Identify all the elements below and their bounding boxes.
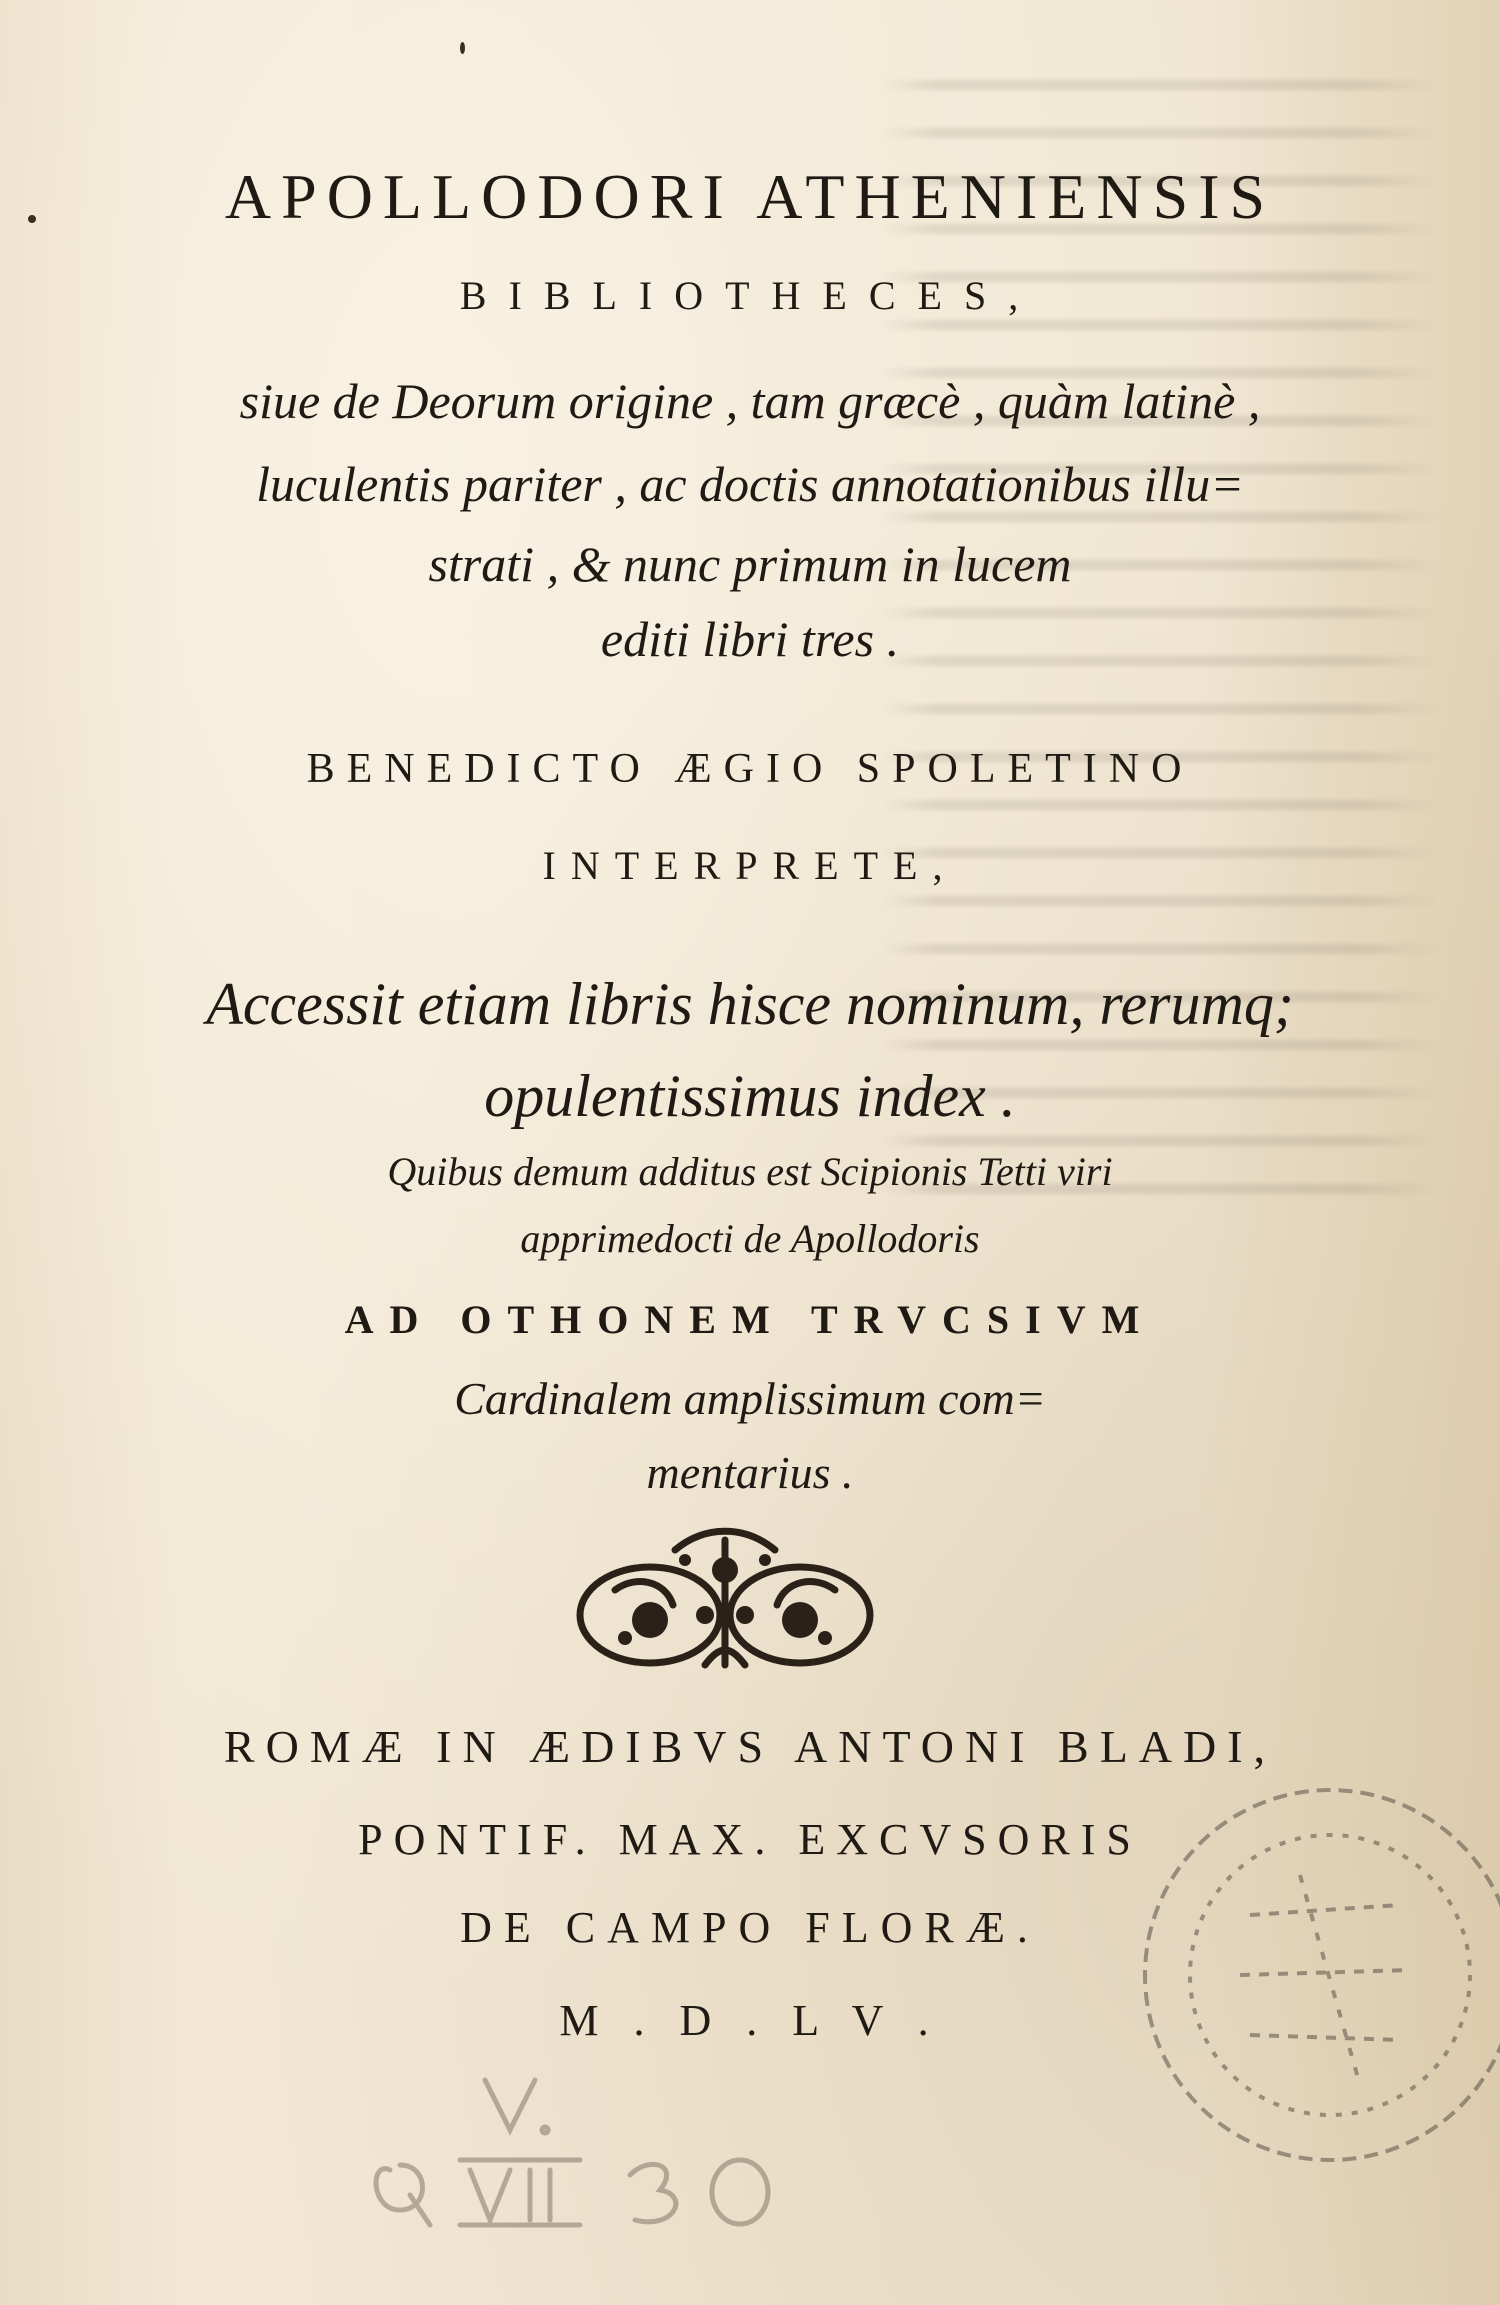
commentary-line: apprimedocti de Apollodoris [520,1216,980,1261]
ink-speck [460,42,465,54]
subtitle-line: siue de Deorum origine , tam græcè , quàm latinè , [239,373,1261,429]
commentary-line: Cardinalem amplissimum com= [454,1373,1046,1424]
translator-line: INTERPRETE, [542,843,958,888]
handwritten-shelfmark [360,2060,830,2230]
index-line: Accessit etiam libris hisce nominum, rerumq; [206,971,1294,1037]
imprint-line: PONTIF. MAX. EXCVSORIS [358,1815,1142,1864]
commentary-line: mentarius . [646,1447,854,1498]
imprint-line: DE CAMPO FLORÆ. [460,1903,1040,1952]
commentary-line: Quibus demum additus est Scipionis Tetti viri [387,1149,1113,1194]
subtitle-line: strati , & nunc primum in lucem [428,536,1072,592]
author-line: APOLLODORI ATHENIENSIS [224,161,1276,232]
subtitle-line: editi libri tres . [600,611,900,667]
index-line: opulentissimus index . [484,1063,1016,1129]
translator-line: BENEDICTO ÆGIO SPOLETINO [306,746,1194,792]
imprint-line: ROMÆ IN ÆDIBVS ANTONI BLADI, [223,1721,1277,1772]
work-title-line: BIBLIOTHECES, [459,273,1041,318]
fleuron-ornament-icon [555,1520,895,1680]
imprint-date: M . D . L V . [559,1996,941,2045]
subtitle-line: luculentis pariter , ac doctis annotationibus illu= [256,456,1244,512]
circular-library-stamp-icon [1100,1755,1500,2175]
dedicatee-line: AD OTHONEM TRVCSIVM [344,1297,1156,1342]
